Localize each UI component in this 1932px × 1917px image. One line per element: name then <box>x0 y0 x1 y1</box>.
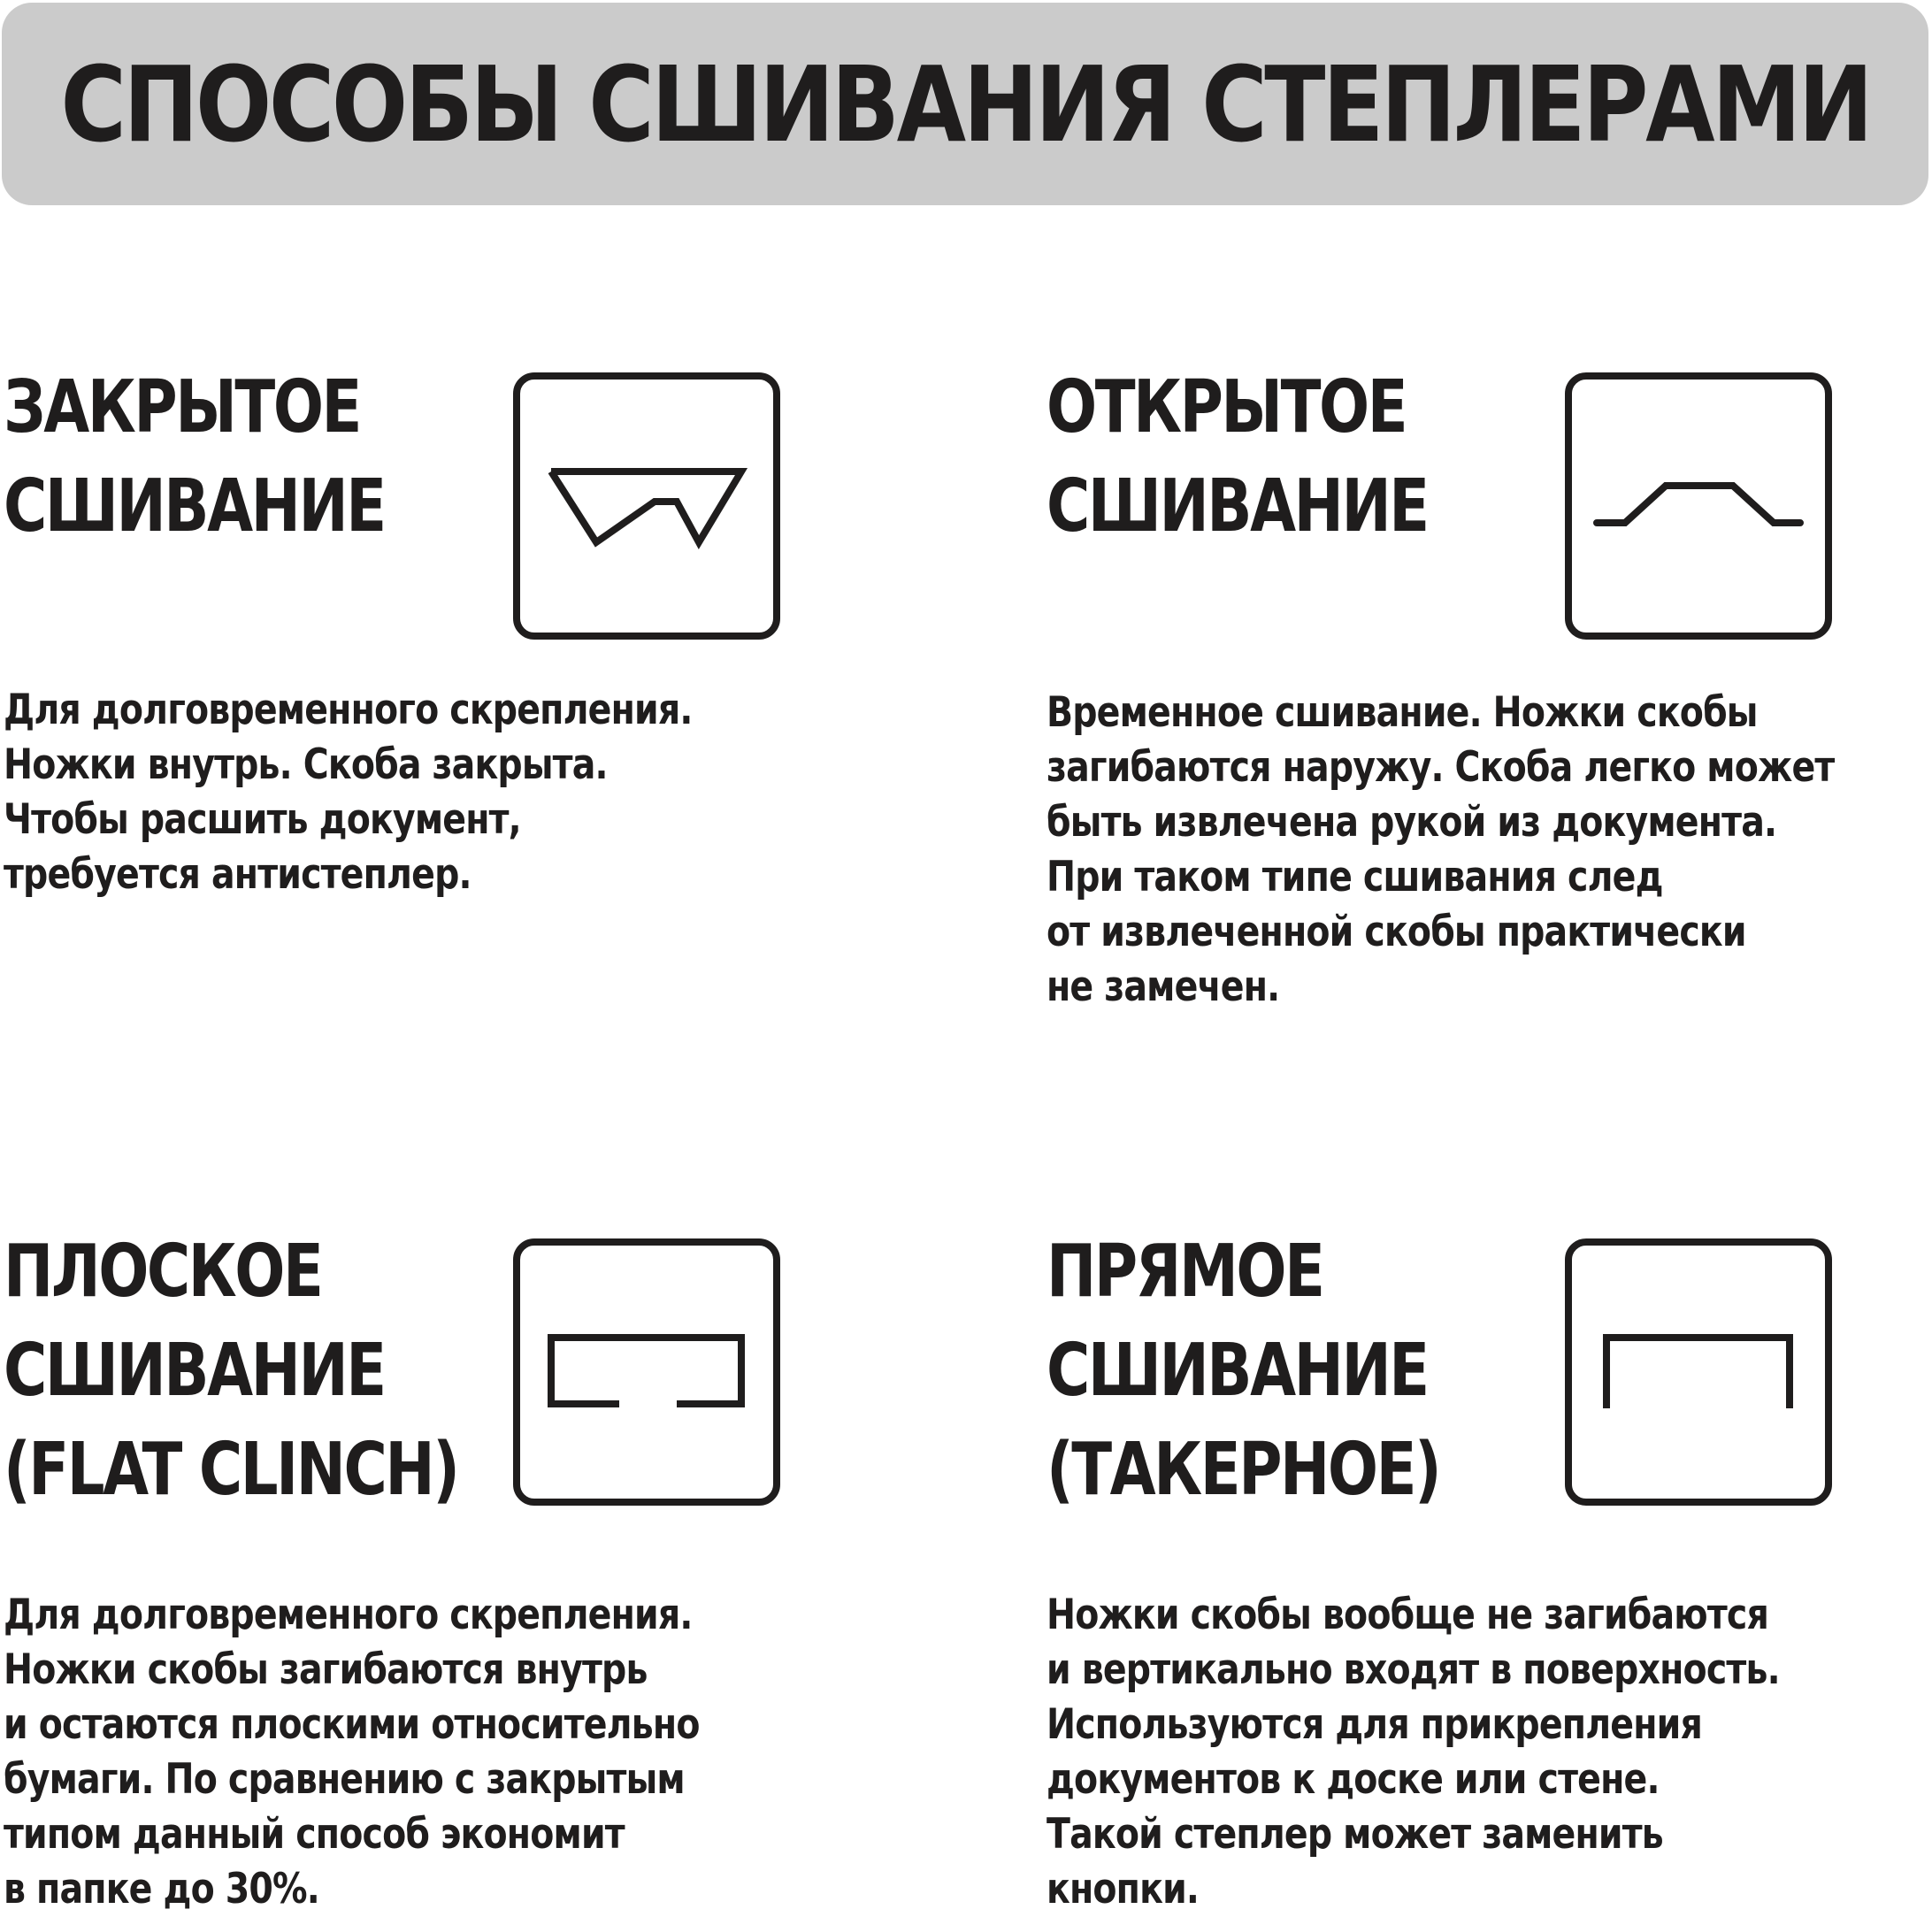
flat-clinch-icon <box>513 1238 780 1506</box>
description-line: Ножки скобы загибаются внутрь <box>4 1645 648 1694</box>
method-title-line: ПРЯМОЕ <box>1046 1230 1323 1314</box>
description-line: требуется антистеплер. <box>4 850 472 899</box>
description-line: Ножки внутрь. Скоба закрыта. <box>4 740 608 789</box>
description-line: Используются для прикрепления <box>1046 1700 1702 1749</box>
method-title-line: ОТКРЫТОЕ <box>1046 365 1407 449</box>
description-line: не замечен. <box>1046 962 1280 1011</box>
straight-tacker-icon <box>1565 1238 1832 1506</box>
method-title-line: (ТАКЕРНОЕ) <box>1046 1428 1440 1512</box>
description-line: Для долговременного скрепления. <box>4 686 693 734</box>
description-line: и остаются плоскими относительно <box>4 1700 700 1749</box>
description-line: Временное сшивание. Ножки скобы <box>1046 688 1758 737</box>
open-clinch-icon <box>1565 372 1832 640</box>
method-description <box>4 683 693 902</box>
description-line: документов к доске или стене. <box>1046 1755 1660 1804</box>
description-line: Чтобы расшить документ, <box>4 795 521 844</box>
description-line: и вертикально входят в поверхность. <box>1046 1645 1780 1694</box>
method-title-line: СШИВАНИЕ <box>1046 464 1428 548</box>
page-header <box>2 3 1928 205</box>
method-title <box>1046 358 1428 556</box>
method-description <box>1046 1588 1780 1917</box>
closed-clinch-icon <box>513 372 780 640</box>
description-line: от извлеченной скобы практически <box>1046 908 1746 956</box>
method-title-line: ПЛОСКОЕ <box>4 1230 322 1314</box>
description-line: Такой степлер может заменить <box>1046 1810 1663 1859</box>
method-title-line: ЗАКРЫТОЕ <box>4 365 361 449</box>
method-title-line: СШИВАНИЕ <box>4 1329 385 1413</box>
page-title: СПОСОБЫ СШИВАНИЯ СТЕПЛЕРАМИ <box>60 42 1870 165</box>
description-line: Для долговременного скрепления. <box>4 1591 693 1639</box>
description-line: типом данный способ экономит <box>4 1810 625 1859</box>
description-line: кнопки. <box>1046 1865 1200 1913</box>
description-line: быть извлечена рукой из документа. <box>1046 798 1777 847</box>
method-title-line: (FLAT CLINCH) <box>4 1428 458 1512</box>
method-title-line: СШИВАНИЕ <box>4 464 385 548</box>
method-title-line: СШИВАНИЕ <box>1046 1329 1428 1413</box>
method-title <box>1046 1223 1439 1520</box>
method-title <box>4 358 385 556</box>
description-line: в папке до 30%. <box>4 1865 319 1913</box>
description-line: загибаются наружу. Скоба легко может <box>1046 743 1835 792</box>
method-title <box>4 1223 457 1520</box>
description-line: бумаги. По сравнению с закрытым <box>4 1755 685 1804</box>
method-description <box>4 1588 700 1917</box>
method-description <box>1046 686 1834 1015</box>
description-line: Ножки скобы вообще не загибаются <box>1046 1591 1768 1639</box>
description-line: При таком типе сшивания след <box>1046 853 1663 901</box>
